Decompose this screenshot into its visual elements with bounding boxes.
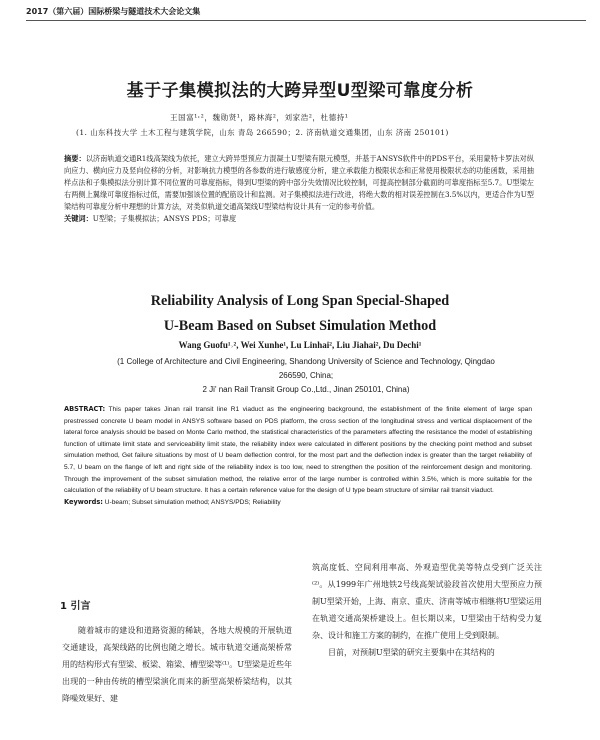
english-affiliation-line-3: 2 Ji' nan Rail Transit Group Co.,Ltd., Jinan 250101, China) — [202, 385, 410, 394]
english-abstract-block — [64, 404, 532, 508]
english-title — [0, 289, 600, 339]
english-keywords: U-beam; Subset simulation method; ANSYS/PDS; Reliability — [104, 498, 281, 506]
english-title-line-1: Reliability Analysis of Long Span Special-Shaped — [150, 293, 450, 309]
section-heading-introduction: 1 引言 — [60, 601, 91, 612]
english-title-line-2: U-Beam Based on Subset Simulation Method — [163, 318, 437, 334]
chinese-authors: 王国富¹˒²，魏勋贤¹，路林海²，刘家浩²，杜德持¹ — [170, 113, 349, 122]
chinese-keywords: U型梁；子集模拟法；ANSYS PDS；可靠度 — [92, 214, 237, 223]
english-affiliation-line-1: (1 College of Architecture and Civil Engineering, Shandong University of Science and Technology, Qingdao — [117, 357, 495, 366]
header-rule — [26, 20, 586, 21]
chinese-keywords-label: 关键词： — [64, 214, 93, 223]
english-keywords-label: Keywords: — [64, 497, 103, 506]
english-abstract: This paper takes Jinan rail transit line R1 viaduct as the engineering background, the establishment of the finite element of large span prestressed concrete U beam model in ANSYS software based on PDS platform, the cross section of the longitudinal stress and vertical displacement of the lateral force analysis should be based on Monte Carlo method, the statistical characteristics of the parameters affecting the resistance the model of establishing function of ultimate limit state and serviceability limit state, the reliability index were calculated in different positions by the checking point method and subset simulation method, Get failure situations by most of U beam deflection control, for the most part and the deflection index is greater than the target reliability of 5.7, U beam on the flange of left and right side of the reliability index is too low, need to strengthen the position of the reinforcement design and monitoring. Through the improvement of the subset simulation method, the relative error of the large number is controlled within 3.5%, which is more suitable for the calculation of the reliability of U beam structure. It has a certain reference value for the design of U type beam structure of similar rail transit viaduct. — [64, 406, 532, 495]
body-column-right — [312, 559, 542, 661]
english-affiliation-line-2: 266590, China; — [278, 371, 334, 380]
english-abstract-label: ABSTRACT: — [64, 405, 106, 413]
chinese-affiliation: (1. 山东科技大学 土木工程与建筑学院，山东 青岛 266590；2. 济南轨道交通集团，山东 济南 250101) — [76, 128, 449, 137]
chinese-title: 基于子集模拟法的大跨异型U型梁可靠度分析 — [126, 81, 474, 101]
body-paragraph: 筑高度低、空间利用率高、外观造型优美等特点受到广泛关注⁽²⁾。从1999年广州地铁2号线高架试验段首次使用大型预应力预制U型梁开始，上海、南京、重庆、济南等城市相继将U型梁运用在轨道交通高架桥建设上。但长期以来，U型梁由于结构受力复杂、设计和施工方案的制约，在推广使用上受到限制。 — [312, 563, 542, 640]
body-column-left — [62, 622, 292, 707]
chinese-abstract-label: 摘要： — [64, 154, 86, 163]
chinese-abstract: 以济南轨道交通R1线高架线为依托，建立大跨异型预应力混凝土U型梁有限元模型，并基于ANSYS软件中的PDS平台，采用蒙特卡罗法对纵向应力、横向应力及竖向位移的分析，对影响抗力模型的各参数的进行敏感度分析，建立承载能力极限状态和正常使用极限状态的功能函数，采用抽样点法和子集模拟法分别计算不同位置的可靠度指标，得到U型梁的跨中部分失效情况比较控制，可提高控制部分截面的可靠度指标至5.7。U型梁左右两侧上翼缘可靠度指标过低，需要加强该位置的配筋设计和监测。对子集模拟法进行改进，将绝大数的相对误差控制在3.5%以内，更适合作为U型梁结构可靠度分析中理想的计算方法，对类似轨道交通高架线U型梁结构设计具有一定的参考价值。 — [64, 154, 534, 211]
english-affiliation — [76, 355, 536, 397]
english-authors: Wang Guofu¹˒², Wei Xunhe¹, Lu Linhai², Liu Jiahai², Du Dechi¹ — [178, 340, 422, 350]
body-paragraph: 随着城市的建设和道路资源的稀缺，各地大规模的开展轨道交通建设，高架线路的比例也随之增长。城市轨道交通高架桥常用的结构形式有型梁、板梁、箱梁、槽型梁等⁽¹⁾。U型梁是近些年出现的一种由传统的槽型梁演化而来的新型高架桥梁结构，以其降噪效果好、建 — [62, 626, 292, 703]
chinese-abstract-block — [64, 153, 534, 225]
body-paragraph: 目前，对预制U型梁的研究主要集中在其结构的 — [328, 648, 495, 657]
running-header: 2017（第六届）国际桥梁与隧道技术大会论文集 — [26, 7, 201, 16]
